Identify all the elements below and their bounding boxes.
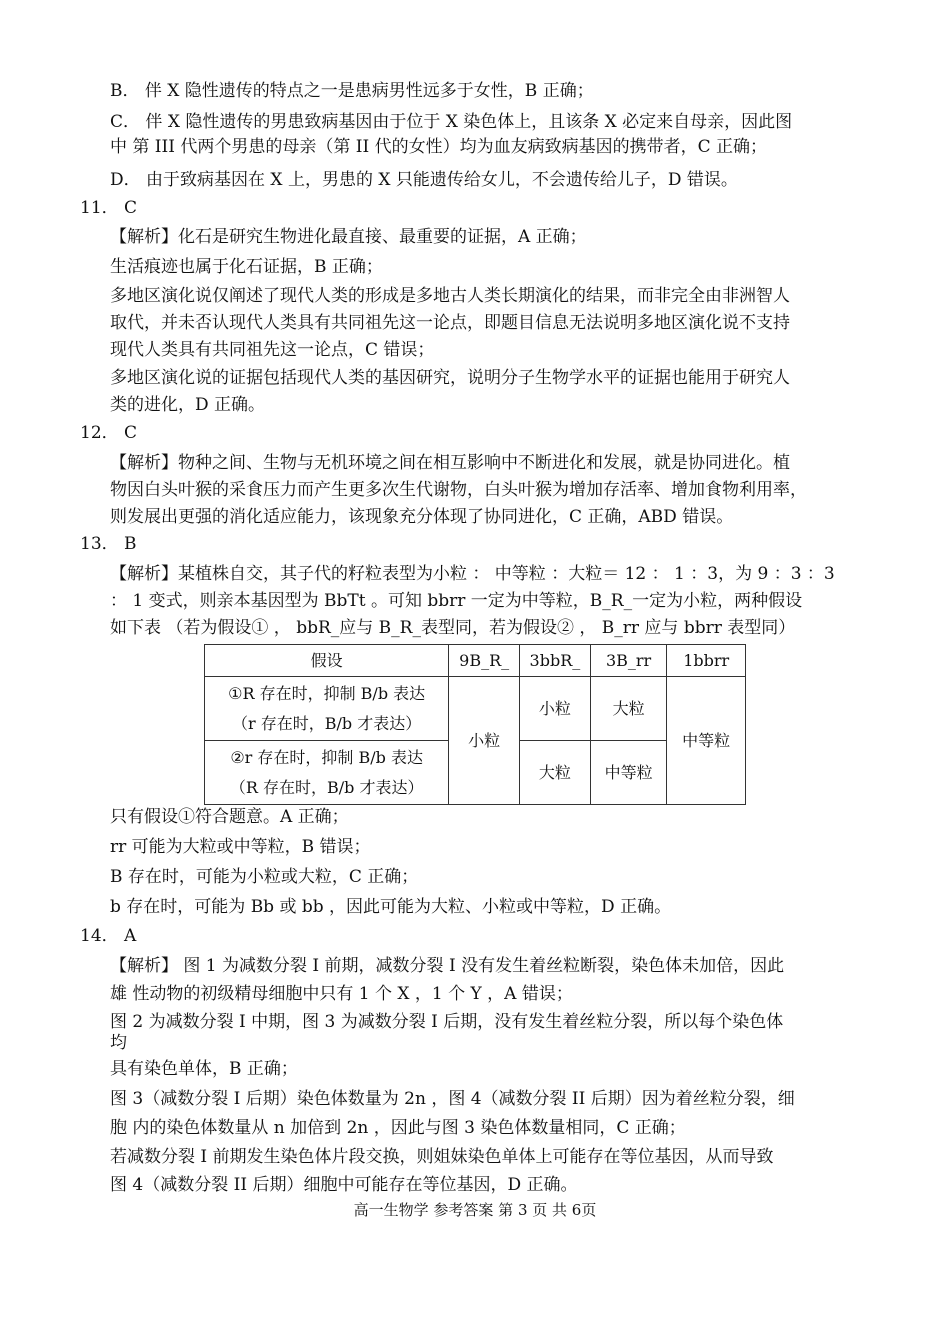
q11-analysis-line: 生活痕迹也属于化石证据，B 正确； <box>110 257 383 277</box>
hypothesis-1-line2: （r 存在时，B/b 才表达） <box>232 713 422 733</box>
q12-analysis-line: 则发展出更强的消化适应能力，该现象充分体现了协同进化，C 正确，ABD 错误。 <box>110 507 734 527</box>
q14-analysis-line: 若减数分裂 I 前期发生染色体片段交换，则姐妹染色单体上可能存在等位基因，从而导致 <box>110 1147 774 1167</box>
table-header-cell: 9B_R_ <box>449 645 520 677</box>
q13-analysis-line: 如下表 （若为假设① ， bbR_应与 B_R_表型同，若为假设② ， B_rr 应与 bbrr 表型同） <box>110 618 796 638</box>
q12-answer: 12． C <box>80 423 138 443</box>
q14-analysis-line: 雄 性动物的初级精母细胞中只有 1 个 X ，1 个 Y ，A 错误； <box>110 984 573 1004</box>
q13-analysis-line: B 存在时，可能为小粒或大粒，C 正确； <box>110 867 419 887</box>
table-header-cell: 假设 <box>205 645 449 677</box>
q11-analysis-line: 多地区演化说的证据包括现代人类的基因研究，说明分子生物学水平的证据也能用于研究人 <box>110 368 790 388</box>
q11-analysis-line: 现代人类具有共同祖先这一论点，C 错误； <box>110 340 435 360</box>
q14-analysis-line: 图 2 为减数分裂 I 中期，图 3 为减数分裂 I 后期，没有发生着丝粒分裂，所以每个染色体 <box>110 1012 784 1032</box>
q12-analysis-line: 【解析】物种之间、生物与无机环境之间在相互影响中不断进化和发展，就是协同进化。植 <box>110 453 790 473</box>
table-cell: 大粒 <box>590 677 667 741</box>
q11-answer: 11． C <box>80 198 138 218</box>
table-header-cell: 1bbrr <box>667 645 746 677</box>
hypothesis-2-line2: （R 存在时，B/b 才表达） <box>229 777 424 797</box>
hypothesis-1-line1: ①R 存在时，抑制 B/b 表达 <box>228 683 426 703</box>
q13-analysis-line: b 存在时，可能为 Bb 或 bb ，因此可能为大粒、小粒或中等粒，D 正确。 <box>110 897 672 917</box>
table-header-row <box>205 645 746 677</box>
table-cell: 中等粒 <box>667 677 746 805</box>
q12-analysis-line: 物因白头叶猴的采食压力而产生更多次生代谢物，白头叶猴为增加存活率、增加食物利用率， <box>110 480 807 500</box>
q11-analysis-line: 取代，并未否认现代人类具有共同祖先这一论点，即题目信息无法说明多地区演化说不支持 <box>110 313 790 333</box>
q13-answer: 13． B <box>80 534 137 554</box>
hypothesis-1-cell <box>205 677 449 741</box>
q13-analysis-line: 【解析】某植株自交，其子代的籽粒表型为小粒 ： 中等粒 ：大粒＝ 12 ： 1 ：3，为 9 ：3 ：3 <box>110 564 835 584</box>
q13-analysis-line: 只有假设①符合题意。A 正确； <box>110 807 349 827</box>
table-row <box>205 677 746 741</box>
hypothesis-2-cell <box>205 741 449 805</box>
table-cell: 小粒 <box>449 677 520 805</box>
table-cell: 小粒 <box>520 677 591 741</box>
q11-analysis-line: 【解析】化石是研究生物进化最直接、最重要的证据，A 正确； <box>110 227 587 247</box>
table-header-cell: 3bbR_ <box>520 645 591 677</box>
q10-option-b: B． 伴 X 隐性遗传的特点之一是患病男性远多于女性，B 正确； <box>110 81 594 101</box>
q10-option-c-line1: C． 伴 X 隐性遗传的男患致病基因由于位于 X 染色体上，且该条 X 必定来自母亲，因此图 <box>110 112 793 132</box>
q13-analysis-line: rr 可能为大粒或中等粒，B 错误； <box>110 837 371 857</box>
q14-analysis-line: 均 <box>110 1033 127 1053</box>
q10-option-c-line2: 中 第 III 代两个男患的母亲（第 II 代的女性）均为血友病致病基因的携带者，C 正确； <box>110 137 768 157</box>
table-header-cell: 3B_rr <box>590 645 667 677</box>
hypothesis-table <box>204 644 746 805</box>
q10-option-d: D． 由于致病基因在 X 上，男患的 X 只能遗传给女儿，不会遗传给儿子，D 错误。 <box>110 170 738 190</box>
q14-analysis-line: 图 3（减数分裂 I 后期）染色体数量为 2n ，图 4（减数分裂 II 后期）因为着丝粒分裂，细 <box>110 1089 795 1109</box>
q14-analysis-line: 胞 内的染色体数量从 n 加倍到 2n ，因此与图 3 染色体数量相同，C 正确； <box>110 1118 686 1138</box>
q11-analysis-line: 类的进化，D 正确。 <box>110 395 266 415</box>
q14-answer: 14． A <box>80 926 137 946</box>
q14-analysis-line: 具有染色单体，B 正确； <box>110 1059 298 1079</box>
table-cell: 大粒 <box>520 741 591 805</box>
hypothesis-2-line1: ②r 存在时，抑制 B/b 表达 <box>230 747 423 767</box>
q13-analysis-line: ： 1 变式，则亲本基因型为 BbTt 。可知 bbrr 一定为中等粒，B_R_一定为小粒，两种假设 <box>110 591 803 611</box>
page-footer: 高一生物学 参考答案 第 3 页 共 6页 <box>353 1201 597 1219</box>
q11-analysis-line: 多地区演化说仅阐述了现代人类的形成是多地古人类长期演化的结果，而非完全由非洲智人 <box>110 286 790 306</box>
q14-analysis-line: 【解析】 图 1 为减数分裂 I 前期，减数分裂 I 没有发生着丝粒断裂，染色体未加倍，因此 <box>110 956 785 976</box>
table-cell: 中等粒 <box>590 741 667 805</box>
q14-analysis-line: 图 4（减数分裂 II 后期）细胞中可能存在等位基因，D 正确。 <box>110 1175 578 1195</box>
